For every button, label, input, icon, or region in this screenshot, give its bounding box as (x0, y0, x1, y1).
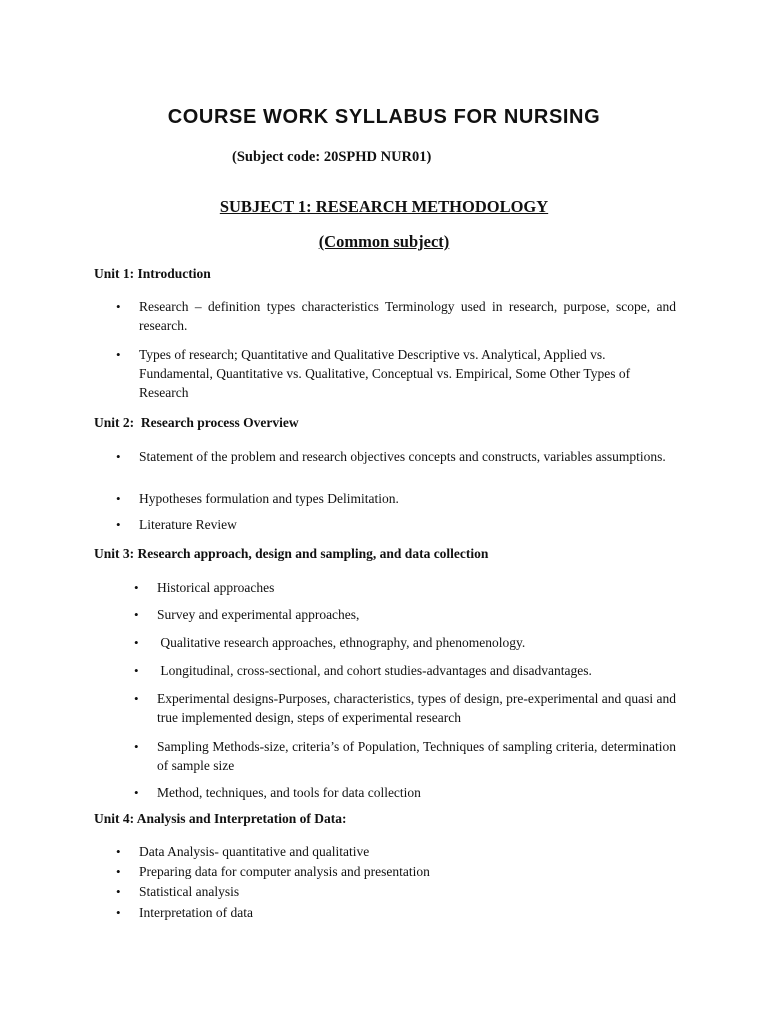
bullet-icon: • (116, 884, 121, 899)
list-item: • Historical approaches (134, 580, 275, 595)
bullet-icon: • (134, 580, 139, 595)
list-item: • Survey and experimental approaches, (134, 607, 360, 622)
unit-4-heading: Unit 4: Analysis and Interpretation of Data: (94, 811, 347, 826)
list-item: • Interpretation of data (116, 905, 253, 920)
list-item: • Hypotheses formulation and types Delimitation. (116, 491, 399, 506)
bullet-icon: • (116, 347, 121, 362)
bullet-icon: • (134, 607, 139, 622)
bullet-icon: • (116, 844, 121, 859)
list-item: • Longitudinal, cross-sectional, and cohort studies-advantages and disadvantages. (134, 663, 592, 678)
bullet-icon: • (116, 491, 121, 506)
list-item: • Statement of the problem and research objectives concepts and constructs, variables assumptions. (116, 449, 666, 464)
subject-code: (Subject code: 20SPHD NUR01) (232, 149, 432, 165)
document-title: COURSE WORK SYLLABUS FOR NURSING (167, 106, 601, 128)
unit-3-heading: Unit 3: Research approach, design and sampling, and data collection (94, 546, 489, 561)
unit-1-heading: Unit 1: Introduction (94, 266, 211, 281)
subject-heading: SUBJECT 1: RESEARCH METHODOLOGY (219, 197, 549, 216)
list-item: • Method, techniques, and tools for data collection (134, 785, 421, 800)
bullet-icon: • (116, 517, 121, 532)
bullet-icon: • (134, 739, 139, 754)
bullet-icon: • (116, 905, 121, 920)
list-item: • Qualitative research approaches, ethnography, and phenomenology. (134, 635, 526, 650)
bullet-icon: • (116, 864, 121, 879)
unit-2-heading: Unit 2: Research process Overview (94, 415, 299, 430)
bullet-icon: • (116, 449, 121, 464)
bullet-icon: • (134, 635, 139, 650)
bullet-icon: • (134, 785, 139, 800)
list-item: • Data Analysis- quantitative and qualitative (116, 844, 370, 859)
list-item: • Statistical analysis (116, 884, 240, 899)
list-item: • Experimental designs-Purposes, characteristics, types of design, pre-experimental and quasi and true implemented design, steps of experimental research (134, 691, 676, 725)
list-item: • Sampling Methods-size, criteria’s of Population, Techniques of sampling criteria, determination of sample size (134, 739, 676, 773)
common-subject-label: (Common subject) (318, 232, 450, 251)
list-item: • Types of research; Quantitative and Qualitative Descriptive vs. Analytical, Applied vs. Fundamental, Quantitative vs. Qualitative, Conceptual vs. Empirical, Some Other Types of Research (116, 347, 631, 400)
bullet-icon: • (134, 663, 139, 678)
bullet-icon: • (116, 299, 121, 314)
list-item: • Preparing data for computer analysis and presentation (116, 864, 430, 879)
list-item: • Literature Review (116, 517, 237, 532)
list-item: • Research – definition types characteristics Terminology used in research, purpose, scope, and research. (116, 299, 676, 333)
bullet-icon: • (134, 691, 139, 706)
